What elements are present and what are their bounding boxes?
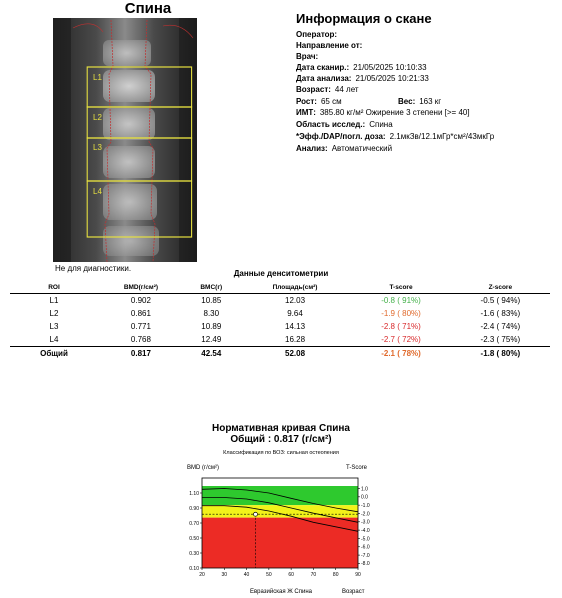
cell-area: 9.64 xyxy=(287,309,303,318)
col-header-bmc: BMC(г) xyxy=(184,281,239,294)
height-row: Рост: 65 см xyxy=(296,97,342,106)
cell-roi: L1 xyxy=(49,296,59,305)
cell-area: 16.28 xyxy=(285,335,306,344)
cell-bmc: 12.49 xyxy=(201,335,222,344)
y-tick-label: 0.90 xyxy=(189,505,199,512)
cell-tscore: -2.7 ( 72%) xyxy=(381,335,421,344)
t-score-axis-label: T-Score xyxy=(346,465,368,471)
operator-row: Оператор: xyxy=(296,30,338,39)
table-header-row xyxy=(10,281,550,294)
not-for-diagnosis-note: Не для диагностики. xyxy=(55,264,132,273)
cell-area: 52.08 xyxy=(239,347,352,361)
cell-bmc: 10.85 xyxy=(201,296,222,305)
cell-area: 14.13 xyxy=(285,322,306,331)
cell-zscore: -0.5 ( 94%) xyxy=(480,296,521,305)
weight-row: Вес: 163 кг xyxy=(398,97,442,106)
x-tick-label: 60 xyxy=(288,572,294,578)
cell-zscore: -2.4 ( 74%) xyxy=(480,322,521,331)
analysis-date-row: Дата анализа: 21/05/2025 10:21:33 xyxy=(296,74,429,83)
table-row xyxy=(10,320,550,333)
t-tick-label: -5.0 xyxy=(361,536,370,543)
bmi-row: ИМТ: 385.80 кг/м² Ожирение 3 степени [>= 40] xyxy=(296,108,470,117)
cell-area: 12.03 xyxy=(285,296,306,305)
cell-roi: L3 xyxy=(49,322,59,331)
x-tick-label: 70 xyxy=(310,572,317,578)
area-row: Область исслед.: Спина xyxy=(296,120,393,129)
col-header-tscore: T-score xyxy=(351,281,450,294)
col-header-area: Площадь(см²) xyxy=(239,281,352,294)
cell-zscore: -1.6 ( 83%) xyxy=(480,309,521,318)
scan-date-row: Дата сканир.: 21/05/2025 10:10:33 xyxy=(296,63,427,72)
t-tick-label: -3.0 xyxy=(361,519,370,526)
cell-bmd: 0.771 xyxy=(130,322,151,331)
t-tick-label: 1.0 xyxy=(361,486,368,493)
roi-label-l2: L2 xyxy=(93,113,102,122)
age-row: Возраст: 44 лет xyxy=(296,85,359,94)
cell-tscore: -1.9 ( 80%) xyxy=(381,309,421,318)
cell-tscore: -0.8 ( 91%) xyxy=(381,296,421,305)
y-tick-label: 0.50 xyxy=(189,535,199,542)
x-axis-label: Возраст xyxy=(342,589,365,595)
y-tick-label: 0.30 xyxy=(189,550,199,557)
x-tick-label: 90 xyxy=(355,572,361,578)
col-header-bmd: BMD(г/см²) xyxy=(98,281,184,294)
x-tick-label: 40 xyxy=(243,572,250,578)
x-tick-label: 30 xyxy=(221,572,228,578)
table-row xyxy=(10,294,550,308)
t-tick-label: -2.0 xyxy=(361,511,370,518)
t-tick-label: -6.0 xyxy=(361,544,370,551)
col-header-roi: ROI xyxy=(10,281,98,294)
cell-zscore: -1.8 ( 80%) xyxy=(451,347,550,361)
cell-bmc: 42.54 xyxy=(184,347,239,361)
y-tick-label: 0.10 xyxy=(189,565,199,572)
direction-row: Направление от: xyxy=(296,41,363,50)
cell-bmd: 0.817 xyxy=(98,347,184,361)
t-tick-label: 0.0 xyxy=(361,494,368,501)
scan-info-title: Информация о скане xyxy=(296,11,432,26)
cell-roi: Общий xyxy=(10,347,98,361)
curve-title: Нормативная кривая Спина xyxy=(211,423,350,434)
cell-roi: L2 xyxy=(49,309,59,318)
dose-row: *Эфф./DAP/погл. доза: 2.1мкЗв/12.1мГр*см²/43мкГр xyxy=(296,132,495,141)
x-tick-label: 80 xyxy=(332,572,339,578)
cell-bmc: 10.89 xyxy=(201,322,222,331)
table-row xyxy=(10,333,550,347)
densitometry-table xyxy=(10,281,550,360)
cell-bmd: 0.902 xyxy=(130,296,151,305)
roi-label-l3: L3 xyxy=(93,143,102,152)
zone-osteoporosis xyxy=(202,518,358,568)
cell-bmc: 8.30 xyxy=(203,309,220,318)
t-tick-label: -7.0 xyxy=(361,552,370,559)
cell-bmd: 0.768 xyxy=(130,335,151,344)
who-classification: Классификация по ВОЗ: сильная остеопения xyxy=(223,450,339,456)
reference-population: Евразийская Ж Спина xyxy=(249,589,313,595)
cell-tscore: -2.8 ( 71%) xyxy=(381,322,421,331)
y-tick-label: 1.10 xyxy=(189,490,199,497)
spine-scan-image xyxy=(53,18,197,262)
zone-osteopenia xyxy=(202,505,358,517)
t-tick-label: -4.0 xyxy=(361,527,370,534)
reference-curve-chart xyxy=(180,472,380,592)
table-total-row xyxy=(10,347,550,361)
y-axis-label: BMD (г/см²) xyxy=(187,465,219,471)
densitometry-title: Данные денситометрии xyxy=(233,269,329,278)
cell-zscore: -2.3 ( 75%) xyxy=(480,335,521,344)
cell-bmd: 0.861 xyxy=(130,309,151,318)
cell-tscore: -2.1 ( 78%) xyxy=(351,347,450,361)
col-header-zscore: Z-score xyxy=(451,281,550,294)
t-tick-label: -8.0 xyxy=(361,561,370,568)
x-tick-label: 50 xyxy=(266,572,272,578)
t-tick-label: -1.0 xyxy=(361,502,370,509)
roi-label-l4: L4 xyxy=(93,187,102,196)
cell-roi: L4 xyxy=(49,335,59,344)
table-row xyxy=(10,307,550,320)
curve-subtitle: Общий : 0.817 (г/см²) xyxy=(230,434,332,445)
y-tick-label: 0.70 xyxy=(189,520,199,527)
roi-label-l1: L1 xyxy=(93,73,102,82)
doctor-row: Врач: xyxy=(296,52,319,61)
scan-title: Спина xyxy=(124,0,172,17)
x-tick-label: 20 xyxy=(199,572,205,578)
patient-point xyxy=(253,512,257,516)
analysis-row: Анализ: Автоматический xyxy=(296,144,393,153)
